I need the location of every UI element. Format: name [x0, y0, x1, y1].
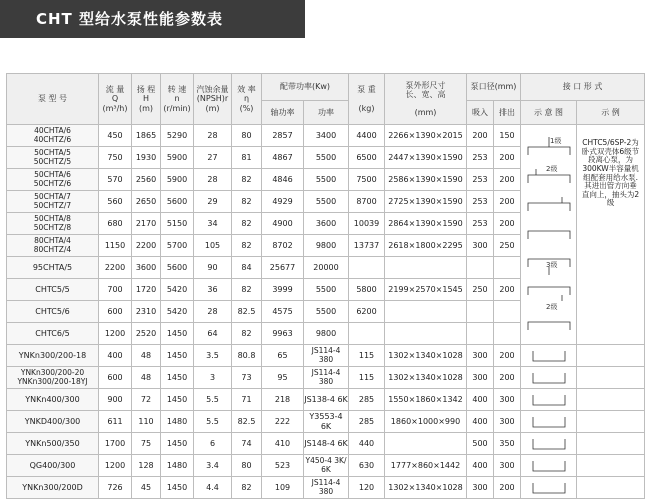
- example-empty-cell: [577, 477, 645, 499]
- label-stage2-lower: 2级: [545, 303, 557, 311]
- cell-speed: 1450: [161, 367, 194, 389]
- cell-inlet: [467, 323, 494, 345]
- cell-model: QG400/300: [7, 455, 99, 477]
- cell-motor-power: JS148-4 6K: [304, 433, 349, 455]
- cell-outlet: 300: [494, 455, 521, 477]
- cell-motor-power: 5500: [304, 191, 349, 213]
- cell-outlet: 200: [494, 279, 521, 301]
- header-shaft-power: 轴功率: [262, 101, 304, 125]
- cell-npsh: 6: [194, 433, 232, 455]
- cell-speed: 5150: [161, 213, 194, 235]
- cell-motor-power: 9800: [304, 323, 349, 345]
- cell-motor-power: 5500: [304, 169, 349, 191]
- cell-npsh: 3.5: [194, 345, 232, 367]
- cell-npsh: 36: [194, 279, 232, 301]
- cell-head: 75: [132, 433, 161, 455]
- cell-flow: 600: [99, 301, 132, 323]
- table-row: [7, 345, 645, 367]
- cell-speed: 5600: [161, 257, 194, 279]
- cell-dimensions: 1302×1340×1028: [385, 345, 467, 367]
- cell-flow: 611: [99, 411, 132, 433]
- title-bar: [0, 0, 305, 38]
- cell-efficiency: 81: [232, 147, 262, 169]
- table-row: [7, 367, 645, 389]
- cell-dimensions: 1860×1000×990: [385, 411, 467, 433]
- header-example: 示 例: [577, 101, 645, 125]
- cell-model: 50CHTA/7 50CHTZ/7: [7, 191, 99, 213]
- cell-head: 72: [132, 389, 161, 411]
- cell-motor-power: 3400: [304, 125, 349, 147]
- cell-model: YNKn400/300: [7, 389, 99, 411]
- table-row: [7, 411, 645, 433]
- table-row: [7, 433, 645, 455]
- cell-inlet: 250: [467, 279, 494, 301]
- table-body: [7, 125, 645, 499]
- cell-efficiency: 82: [232, 323, 262, 345]
- cell-shaft-power: 4867: [262, 147, 304, 169]
- cell-head: 48: [132, 367, 161, 389]
- cell-speed: 1450: [161, 389, 194, 411]
- cell-efficiency: 71: [232, 389, 262, 411]
- cell-head: 3600: [132, 257, 161, 279]
- cell-flow: 570: [99, 169, 132, 191]
- cell-dimensions: 2266×1390×2015: [385, 125, 467, 147]
- table-row: [7, 455, 645, 477]
- cell-inlet: 300: [467, 235, 494, 257]
- cell-flow: 726: [99, 477, 132, 499]
- header-head: 扬 程 H (m): [132, 74, 161, 125]
- header-connection-group: 接 口 形 式: [521, 74, 645, 101]
- example-empty-cell: [577, 433, 645, 455]
- cell-efficiency: 82: [232, 235, 262, 257]
- cell-head: 128: [132, 455, 161, 477]
- cell-shaft-power: 4575: [262, 301, 304, 323]
- cell-inlet: 253: [467, 191, 494, 213]
- header-model: 泵 型 号: [7, 74, 99, 125]
- cell-npsh: 90: [194, 257, 232, 279]
- cell-outlet: [494, 257, 521, 279]
- cell-model: YNKn300/200-18: [7, 345, 99, 367]
- header-diagram: 示 意 图: [521, 101, 577, 125]
- cell-outlet: [494, 323, 521, 345]
- cell-head: 2170: [132, 213, 161, 235]
- cell-shaft-power: 4846: [262, 169, 304, 191]
- cell-head: 1930: [132, 147, 161, 169]
- cell-outlet: 200: [494, 191, 521, 213]
- cell-head: 110: [132, 411, 161, 433]
- cell-model: CHTC6/5: [7, 323, 99, 345]
- cell-dimensions: [385, 433, 467, 455]
- cell-shaft-power: 218: [262, 389, 304, 411]
- table-row: [7, 389, 645, 411]
- cell-efficiency: 73: [232, 367, 262, 389]
- cell-speed: 5600: [161, 191, 194, 213]
- cell-head: 2560: [132, 169, 161, 191]
- cell-shaft-power: 25677: [262, 257, 304, 279]
- header-flow: 流 量 Q (m³/h): [99, 74, 132, 125]
- cell-weight: 8700: [349, 191, 385, 213]
- cell-shaft-power: 95: [262, 367, 304, 389]
- pump-spec-table: [6, 73, 645, 499]
- cell-outlet: 150: [494, 125, 521, 147]
- connection-symbol: [521, 455, 577, 477]
- cell-inlet: [467, 257, 494, 279]
- cell-npsh: 5.5: [194, 411, 232, 433]
- cell-shaft-power: 9963: [262, 323, 304, 345]
- cell-npsh: 3.4: [194, 455, 232, 477]
- cell-shaft-power: 222: [262, 411, 304, 433]
- cell-head: 2200: [132, 235, 161, 257]
- cell-flow: 900: [99, 389, 132, 411]
- header-speed: 转 速 n (r/min): [161, 74, 194, 125]
- cell-inlet: 500: [467, 433, 494, 455]
- cell-outlet: 200: [494, 367, 521, 389]
- cell-motor-power: 5500: [304, 301, 349, 323]
- header-inlet: 吸入: [467, 101, 494, 125]
- cell-model: YNKn300/200-20 YNKn300/200-18YJ: [7, 367, 99, 389]
- cell-model: CHTC5/5: [7, 279, 99, 301]
- cell-efficiency: 82: [232, 191, 262, 213]
- header-bore-group: 泵口径(mm): [467, 74, 521, 101]
- cell-shaft-power: 65: [262, 345, 304, 367]
- cell-outlet: 200: [494, 345, 521, 367]
- cell-efficiency: 80.8: [232, 345, 262, 367]
- cell-head: 45: [132, 477, 161, 499]
- cell-dimensions: 2864×1390×1590: [385, 213, 467, 235]
- cell-flow: 680: [99, 213, 132, 235]
- cell-weight: 630: [349, 455, 385, 477]
- cell-efficiency: 82.5: [232, 411, 262, 433]
- cell-model: 50CHTA/8 50CHTZ/8: [7, 213, 99, 235]
- connection-symbol: [521, 389, 577, 411]
- header-efficiency: 效 率 η (%): [232, 74, 262, 125]
- example-text: CHTC5/6SP-2为卧式双壳体6级节段离心泵，为300KW半容量机组配套用给水泵.其进出管方向垂直向上，抽头为2级: [577, 125, 645, 345]
- cell-head: 1865: [132, 125, 161, 147]
- cell-dimensions: 1302×1340×1028: [385, 477, 467, 499]
- cell-motor-power: 5500: [304, 147, 349, 169]
- cell-speed: 1480: [161, 455, 194, 477]
- cell-inlet: 300: [467, 477, 494, 499]
- cell-weight: 6200: [349, 301, 385, 323]
- cell-flow: 1700: [99, 433, 132, 455]
- cell-shaft-power: 2857: [262, 125, 304, 147]
- cell-efficiency: 82: [232, 169, 262, 191]
- connection-symbol: [521, 411, 577, 433]
- cell-outlet: 200: [494, 213, 521, 235]
- cell-flow: 560: [99, 191, 132, 213]
- connection-diagram: [521, 125, 577, 345]
- cell-shaft-power: 109: [262, 477, 304, 499]
- cell-model: YNKn500/350: [7, 433, 99, 455]
- cell-outlet: 200: [494, 147, 521, 169]
- cell-inlet: 200: [467, 125, 494, 147]
- example-empty-cell: [577, 345, 645, 367]
- cell-inlet: 253: [467, 147, 494, 169]
- header-power-group: 配带功率(Kw): [262, 74, 349, 101]
- cell-outlet: 250: [494, 235, 521, 257]
- cell-npsh: 34: [194, 213, 232, 235]
- cell-model: 50CHTA/6 50CHTZ/6: [7, 169, 99, 191]
- cell-head: 2650: [132, 191, 161, 213]
- cell-shaft-power: 3999: [262, 279, 304, 301]
- cell-inlet: [467, 301, 494, 323]
- page-title: CHT 型给水泵性能参数表: [36, 10, 224, 28]
- cell-model: 50CHTA/5 50CHTZ/5: [7, 147, 99, 169]
- cell-flow: 1200: [99, 323, 132, 345]
- cell-flow: 450: [99, 125, 132, 147]
- cell-model: YNKD400/300: [7, 411, 99, 433]
- cell-weight: 120: [349, 477, 385, 499]
- cell-head: 2310: [132, 301, 161, 323]
- cell-weight: 10039: [349, 213, 385, 235]
- cell-weight: [349, 257, 385, 279]
- cell-npsh: 28: [194, 125, 232, 147]
- cell-efficiency: 82: [232, 213, 262, 235]
- label-stage1: 1级: [549, 137, 561, 145]
- cell-motor-power: 9800: [304, 235, 349, 257]
- cell-motor-power: Y450-4 3K/ 6K: [304, 455, 349, 477]
- cell-dimensions: 2586×1390×1590: [385, 169, 467, 191]
- cell-npsh: 5.5: [194, 389, 232, 411]
- example-empty-cell: [577, 455, 645, 477]
- cell-speed: 1450: [161, 477, 194, 499]
- cell-dimensions: 2725×1390×1590: [385, 191, 467, 213]
- connection-symbol: [521, 367, 577, 389]
- cell-shaft-power: 8702: [262, 235, 304, 257]
- table-row: [7, 125, 645, 147]
- cell-motor-power: 3600: [304, 213, 349, 235]
- cell-flow: 1150: [99, 235, 132, 257]
- cell-speed: 1450: [161, 433, 194, 455]
- cell-outlet: 300: [494, 411, 521, 433]
- cell-weight: 115: [349, 367, 385, 389]
- cell-efficiency: 80: [232, 125, 262, 147]
- cell-npsh: 105: [194, 235, 232, 257]
- connection-symbol: [521, 433, 577, 455]
- cell-speed: 1450: [161, 323, 194, 345]
- cell-efficiency: 82.5: [232, 301, 262, 323]
- cell-inlet: 400: [467, 455, 494, 477]
- header-dimensions: 泵外形尺寸 长、宽、高 (mm): [385, 74, 467, 125]
- cell-outlet: [494, 301, 521, 323]
- cell-outlet: 200: [494, 169, 521, 191]
- connection-symbol: [521, 477, 577, 499]
- cell-weight: [349, 323, 385, 345]
- cell-speed: 5290: [161, 125, 194, 147]
- cell-speed: 5700: [161, 235, 194, 257]
- cell-efficiency: 82: [232, 477, 262, 499]
- cell-flow: 2200: [99, 257, 132, 279]
- cell-motor-power: JS138-4 6K: [304, 389, 349, 411]
- cell-inlet: 253: [467, 169, 494, 191]
- cell-inlet: 300: [467, 345, 494, 367]
- cell-flow: 1200: [99, 455, 132, 477]
- cell-head: 2520: [132, 323, 161, 345]
- cell-dimensions: [385, 257, 467, 279]
- header-outlet: 排出: [494, 101, 521, 125]
- cell-dimensions: 1777×860×1442: [385, 455, 467, 477]
- cell-dimensions: 1550×1860×1342: [385, 389, 467, 411]
- cell-motor-power: JS114-4 380: [304, 477, 349, 499]
- cell-weight: 285: [349, 411, 385, 433]
- header-weight: 泵 重 (kg): [349, 74, 385, 125]
- cell-weight: 5800: [349, 279, 385, 301]
- cell-flow: 750: [99, 147, 132, 169]
- cell-shaft-power: 410: [262, 433, 304, 455]
- cell-weight: 7500: [349, 169, 385, 191]
- cell-dimensions: 2618×1800×2295: [385, 235, 467, 257]
- cell-speed: 1450: [161, 345, 194, 367]
- cell-model: 40CHTA/6 40CHTZ/6: [7, 125, 99, 147]
- cell-inlet: 400: [467, 411, 494, 433]
- table-row: [7, 477, 645, 499]
- cell-dimensions: 2447×1390×1590: [385, 147, 467, 169]
- cell-motor-power: Y3553-4 6K: [304, 411, 349, 433]
- cell-weight: 4400: [349, 125, 385, 147]
- cell-npsh: 3: [194, 367, 232, 389]
- cell-weight: 6500: [349, 147, 385, 169]
- cell-model: YNKn300/200D: [7, 477, 99, 499]
- cell-efficiency: 82: [232, 279, 262, 301]
- cell-npsh: 28: [194, 301, 232, 323]
- example-empty-cell: [577, 367, 645, 389]
- cell-flow: 700: [99, 279, 132, 301]
- cell-motor-power: 5500: [304, 279, 349, 301]
- example-empty-cell: [577, 389, 645, 411]
- cell-speed: 5900: [161, 169, 194, 191]
- label-stage3: 3级: [545, 261, 557, 269]
- cell-flow: 400: [99, 345, 132, 367]
- cell-npsh: 28: [194, 169, 232, 191]
- cell-dimensions: 1302×1340×1028: [385, 367, 467, 389]
- cell-dimensions: 2199×2570×1545: [385, 279, 467, 301]
- cell-inlet: 253: [467, 213, 494, 235]
- cell-outlet: 300: [494, 389, 521, 411]
- cell-shaft-power: 4900: [262, 213, 304, 235]
- cell-npsh: 4.4: [194, 477, 232, 499]
- cell-speed: 5420: [161, 279, 194, 301]
- cell-motor-power: JS114-4 380: [304, 367, 349, 389]
- cell-inlet: 300: [467, 367, 494, 389]
- cell-motor-power: 20000: [304, 257, 349, 279]
- cell-npsh: 27: [194, 147, 232, 169]
- header-motor-power: 功率: [304, 101, 349, 125]
- cell-outlet: 350: [494, 433, 521, 455]
- cell-head: 48: [132, 345, 161, 367]
- cell-shaft-power: 523: [262, 455, 304, 477]
- cell-weight: 13737: [349, 235, 385, 257]
- cell-weight: 115: [349, 345, 385, 367]
- cell-efficiency: 80: [232, 455, 262, 477]
- cell-efficiency: 84: [232, 257, 262, 279]
- cell-weight: 440: [349, 433, 385, 455]
- cell-motor-power: JS114-4 380: [304, 345, 349, 367]
- cell-inlet: 400: [467, 389, 494, 411]
- cell-head: 1720: [132, 279, 161, 301]
- cell-speed: 5900: [161, 147, 194, 169]
- cell-efficiency: 74: [232, 433, 262, 455]
- cell-model: CHTC5/6: [7, 301, 99, 323]
- cell-flow: 600: [99, 367, 132, 389]
- cell-speed: 1480: [161, 411, 194, 433]
- connection-symbol: [521, 345, 577, 367]
- cell-shaft-power: 4929: [262, 191, 304, 213]
- cell-speed: 5420: [161, 301, 194, 323]
- cell-npsh: 64: [194, 323, 232, 345]
- cell-dimensions: [385, 301, 467, 323]
- cell-model: 80CHTA/4 80CHTZ/4: [7, 235, 99, 257]
- header-npsh: 汽蚀余量 (NPSH)r (m): [194, 74, 232, 125]
- cell-dimensions: [385, 323, 467, 345]
- example-empty-cell: [577, 411, 645, 433]
- cell-model: 95CHTA/5: [7, 257, 99, 279]
- cell-weight: 285: [349, 389, 385, 411]
- cell-npsh: 29: [194, 191, 232, 213]
- label-stage2: 2级: [545, 165, 557, 173]
- cell-outlet: 200: [494, 477, 521, 499]
